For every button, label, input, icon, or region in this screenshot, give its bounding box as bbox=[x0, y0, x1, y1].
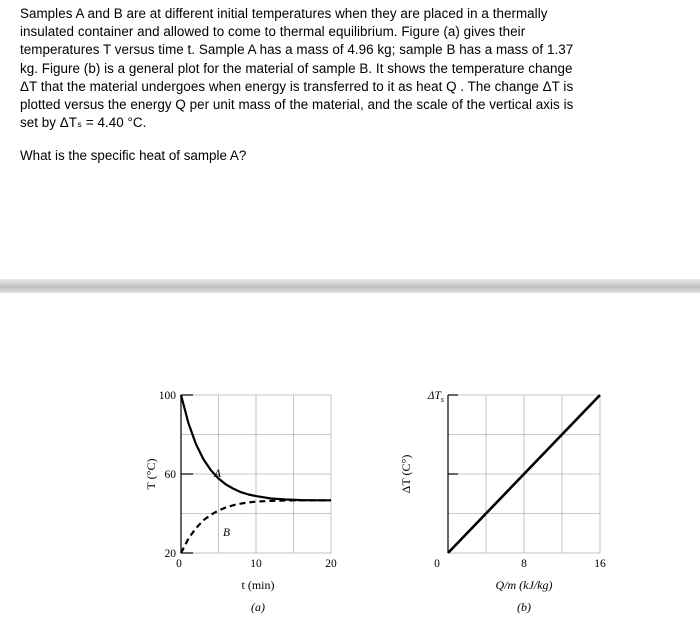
problem-line-6: plotted versus the energy Q per unit mass of the material, and the scale of the vertical axis is bbox=[20, 97, 574, 113]
panel-b-xtick-label: 8 bbox=[521, 558, 527, 570]
panel-a-ytick-label: 100 bbox=[158, 390, 176, 402]
figure bbox=[0, 370, 700, 618]
panel-a-xlabel: t (min) bbox=[241, 578, 275, 592]
panel-a-xtick-label: 20 bbox=[325, 558, 337, 570]
problem-line-7: set by ΔTₛ = 4.40 °C. bbox=[20, 115, 147, 131]
panel-b-xtick-label: 0 bbox=[434, 558, 440, 570]
problem-line-1: Samples A and B are at different initial temperatures when they are placed in a thermally bbox=[20, 6, 548, 21]
problem-statement bbox=[20, 5, 698, 132]
panel-a-ylabel: T (°C) bbox=[144, 458, 158, 490]
panel-b-label: (b) bbox=[517, 600, 531, 614]
divider-bar bbox=[0, 279, 700, 293]
panel-a-xtick-label: 0 bbox=[176, 558, 182, 570]
panel-a-xtick-label: 10 bbox=[250, 558, 262, 570]
panel-a-chart bbox=[144, 390, 337, 614]
panel-a-ytick-label: 20 bbox=[164, 548, 176, 560]
panel-b-ytop-label-sub: s bbox=[440, 395, 444, 404]
panel-b-chart bbox=[399, 390, 606, 614]
panel-a-ytick-label: 60 bbox=[164, 469, 176, 481]
panel-b-xlabel: Q/m (kJ/kg) bbox=[495, 578, 553, 592]
series-a-label: A bbox=[214, 467, 222, 480]
problem-line-2: insulated container and allowed to come to thermal equilibrium. Figure (a) gives their bbox=[20, 24, 526, 40]
problem-line-3: temperatures T versus time t. Sample A has a mass of 4.96 kg; sample B has a mass of 1.37 bbox=[20, 42, 574, 58]
question-text: What is the specific heat of sample A? bbox=[20, 148, 247, 163]
panel-b-ytop-label bbox=[427, 390, 444, 404]
panel-b-xtick-label: 16 bbox=[594, 558, 606, 570]
series-b-label: B bbox=[223, 527, 231, 540]
panel-b-ylabel: ΔT (C°) bbox=[399, 454, 413, 494]
panel-b-ytop-label-main: ΔT bbox=[427, 390, 441, 402]
panel-a-label: (a) bbox=[251, 600, 265, 614]
problem-line-5: ΔT that the material undergoes when energy is transferred to it as heat Q . The change ΔT is bbox=[20, 78, 574, 94]
problem-line-4: kg. Figure (b) is a general plot for the material of sample B. It shows the temperature change bbox=[20, 60, 573, 76]
